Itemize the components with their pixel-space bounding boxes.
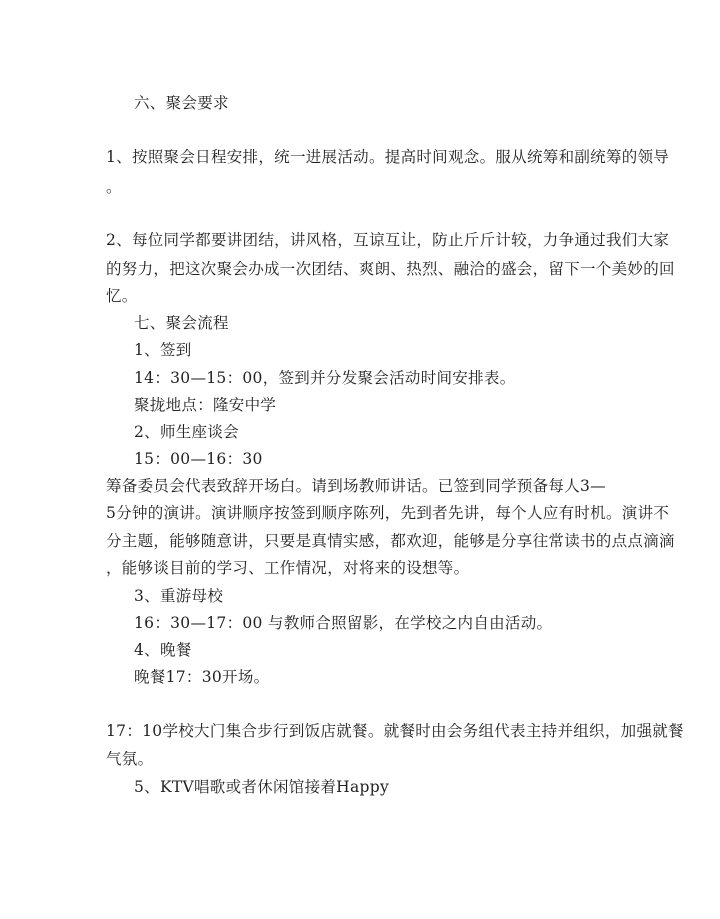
step-2-desc-line-2: 5分钟的演讲。演讲顺序按签到顺序陈列，先到者先讲，每个人应有时机。演讲不 [106, 504, 670, 522]
section-6-heading: 六、聚会要求 [134, 94, 229, 112]
section-7-heading: 七、聚会流程 [134, 314, 229, 332]
step-1-time: 14：30—15：00，签到并分发聚会活动时间安排表。 [134, 369, 516, 387]
requirement-2-line-3: 忆。 [106, 287, 138, 305]
step-3-title: 3、重游母校 [134, 587, 224, 605]
step-2-time: 15：00—16：30 [134, 450, 263, 468]
step-4-desc-line-1: 17：10学校大门集合步行到饭店就餐。就餐时由会务组代表主持并组织，加强就餐 [106, 722, 684, 740]
step-1-title: 1、签到 [134, 341, 192, 359]
step-4-desc-line-2: 气氛。 [106, 750, 154, 768]
step-3-time: 16：30—17：00 与教师合照留影，在学校之内自由活动。 [134, 614, 553, 632]
step-2-desc-line-4: ，能够谈目前的学习、工作情况，对将来的设想等。 [106, 559, 470, 577]
requirement-2-line-2: 的努力，把这次聚会办成一次团结、爽朗、热烈、融洽的盛会，留下一个美妙的回 [106, 260, 675, 278]
step-2-title: 2、师生座谈会 [134, 423, 239, 441]
step-2-desc-line-3: 分主题，能够随意讲，只要是真情实感，都欢迎，能够是分享往常读书的点点滴滴 [106, 532, 675, 550]
step-4-time: 晚餐17：30开场。 [134, 668, 270, 686]
step-4-title: 4、晚餐 [134, 641, 192, 659]
requirement-1-line-2: 。 [106, 178, 122, 196]
requirement-1-line-1: 1、按照聚会日程安排，统一进展活动。提高时间观念。服从统筹和副统筹的领导 [106, 148, 670, 166]
requirement-2-line-1: 2、每位同学都要讲团结，讲风格，互谅互让，防止斤斤计较，力争通过我们大家 [106, 231, 670, 249]
step-5-title: 5、KTV唱歌或者休闲馆接着Happy [134, 778, 390, 796]
step-2-desc-line-1: 筹备委员会代表致辞开场白。请到场教师讲话。已签到同学预备每人3— [106, 477, 606, 495]
step-1-place: 聚拢地点：隆安中学 [134, 396, 277, 414]
